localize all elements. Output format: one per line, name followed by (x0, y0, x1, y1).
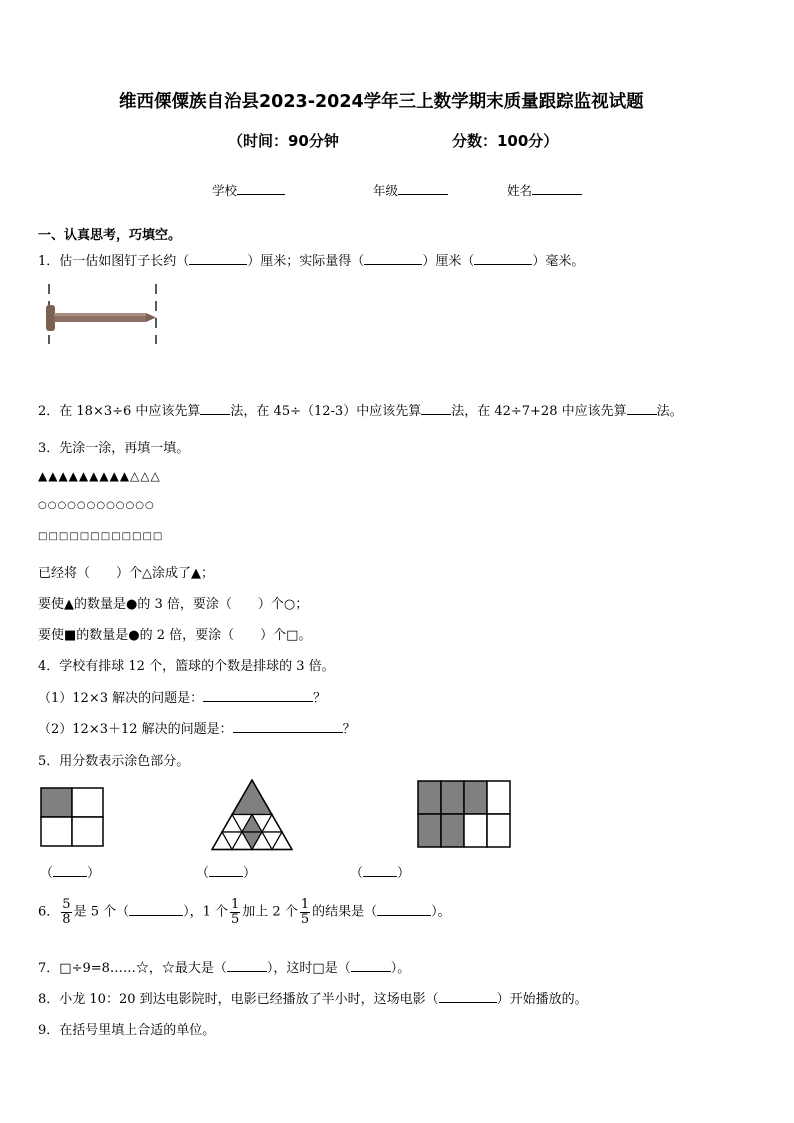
q5-blank-1[interactable] (53, 865, 87, 877)
q3-line-2 (38, 593, 308, 612)
shaded-cell (41, 788, 72, 817)
q5-number: 5． (38, 754, 60, 769)
q5-text: 用分数表示涂色部分。 (59, 754, 190, 769)
q4-sub-1 (38, 687, 326, 706)
fraction-5-8 (61, 898, 71, 926)
q6-blank-2[interactable] (377, 904, 431, 916)
fraction-1-5-b (300, 898, 310, 926)
q8-text-a: 小龙 10：20 到达电影院时，电影已经播放了半小时，这场电影（ (59, 992, 439, 1007)
q1-text-b: ）厘米；实际量得（ (247, 254, 365, 269)
grade-label: 年级 (373, 183, 399, 198)
name-label: 姓名 (507, 183, 533, 198)
fraction-1-5-a (230, 898, 240, 926)
q6-text-b: ），1 个 (183, 904, 229, 920)
school-label: 学校 (212, 183, 238, 198)
q8-number: 8． (38, 992, 60, 1007)
school-field (212, 181, 285, 199)
q9-number: 9． (38, 1023, 60, 1038)
q3-line1-b: ）个△涂成了▲； (116, 566, 215, 581)
question-7 (38, 957, 410, 976)
q4-number: 4． (38, 659, 60, 674)
q6-text-c: 加上 2 个 (242, 904, 298, 920)
q4-blank-2[interactable] (233, 721, 343, 733)
school-blank[interactable] (237, 183, 285, 195)
q5-blank-3[interactable] (363, 865, 397, 877)
q3-line1-a: 已经将（ (38, 566, 91, 581)
q1-blank-3[interactable] (474, 253, 532, 265)
frac2-numerator: 1 (231, 897, 240, 912)
question-3 (38, 437, 189, 456)
q4-qmark-1: ？ (313, 691, 327, 706)
frac1-numerator: 5 (62, 897, 71, 912)
question-2 (38, 400, 683, 419)
q6-text-a: 是 5 个（ (73, 904, 130, 920)
q8-blank-1[interactable] (439, 991, 497, 1003)
q6-number: 6． (38, 904, 60, 920)
q9-text: 在括号里填上合适的单位。 (59, 1023, 216, 1038)
question-1 (38, 250, 584, 269)
q5-answer-1 (40, 862, 100, 881)
q2-number: 2． (38, 404, 60, 419)
q7-number: 7． (38, 961, 60, 976)
q2-blank-3[interactable] (627, 403, 657, 415)
q3-line2-a: 要使▲的数量是●的 3 倍，要涂（ (38, 597, 232, 612)
q6-text-e: ）。 (431, 904, 451, 920)
grade-field (373, 181, 448, 199)
q1-blank-2[interactable] (364, 253, 422, 265)
q1-text-a: 估一估如图钉子长约（ (59, 254, 190, 269)
name-field (507, 181, 582, 199)
q1-text-d: ）毫米。 (532, 254, 585, 269)
question-8 (38, 988, 588, 1007)
q4-blank-1[interactable] (203, 690, 313, 702)
nail-figure (40, 280, 165, 350)
q5-blank-2[interactable] (209, 865, 243, 877)
q5-paren-close-1: ） (87, 866, 101, 881)
q7-text-a: □÷9=8……☆，☆最大是（ (59, 961, 227, 976)
q2-text-b: 法，在 45÷（12-3）中应该先算 (230, 404, 422, 419)
exam-time: （时间：90分钟 (228, 132, 339, 150)
frac3-denominator: 5 (300, 911, 310, 927)
question-6 (38, 898, 451, 926)
section-heading: 一、认真思考，巧填空。 (38, 228, 182, 243)
q6-text-d: 的结果是（ (312, 904, 378, 920)
q2-text-a: 在 18×3÷6 中应该先算 (59, 404, 201, 419)
q3-line2-b: ）个○； (257, 597, 309, 612)
fraction-figure-rectangle (417, 780, 513, 850)
q2-text-d: 法。 (656, 404, 683, 419)
q6-blank-1[interactable] (129, 904, 183, 916)
q7-blank-2[interactable] (351, 960, 391, 972)
q3-number: 3． (38, 441, 60, 456)
q5-paren-open-2: （ (196, 866, 210, 881)
q7-text-c: ）。 (390, 961, 411, 976)
q3-line3-b: ）个□。 (260, 628, 312, 643)
q3-line3-a: 要使■的数量是●的 2 倍，要涂（ (38, 628, 235, 643)
q5-paren-open-3: （ (350, 866, 364, 881)
q2-blank-1[interactable] (200, 403, 230, 415)
exam-score: 分数：100分） (452, 132, 559, 150)
q4-sub2-text: （2）12×3＋12 解决的问题是： (38, 722, 233, 737)
grade-blank[interactable] (398, 183, 448, 195)
fraction-figure-triangle (211, 779, 293, 851)
q1-blank-1[interactable] (189, 253, 247, 265)
q4-text: 学校有排球 12 个，篮球的个数是排球的 3 倍。 (59, 659, 335, 674)
nail-icon (46, 305, 156, 331)
q1-number: 1． (38, 254, 60, 269)
square-row: □□□□□□□□□□□□ (38, 531, 164, 542)
q2-text-c: 法，在 42÷7+28 中应该先算 (451, 404, 627, 419)
fraction-figure-square (40, 787, 106, 849)
q5-paren-close-3: ） (397, 866, 411, 881)
q5-paren-close-2: ） (243, 866, 257, 881)
q5-answer-3 (350, 862, 410, 881)
question-4 (38, 655, 335, 674)
q8-text-b: ）开始播放的。 (496, 992, 588, 1007)
q1-text-c: ）厘米（ (422, 254, 475, 269)
question-9 (38, 1019, 215, 1038)
q5-paren-open-1: （ (40, 866, 54, 881)
q4-sub1-text: （1）12×3 解决的问题是： (38, 691, 204, 706)
frac3-numerator: 1 (300, 897, 310, 912)
q3-line-3 (38, 624, 311, 643)
triangle-row: ▲▲▲▲▲▲▲▲▲△△△ (38, 469, 161, 483)
frac1-denominator: 8 (62, 911, 71, 927)
name-blank[interactable] (532, 183, 582, 195)
question-5 (38, 750, 189, 769)
frac2-denominator: 5 (231, 911, 240, 927)
q7-blank-1[interactable] (227, 960, 267, 972)
q5-answer-2 (196, 862, 256, 881)
q3-text: 先涂一涂，再填一填。 (59, 441, 190, 456)
q4-qmark-2: ？ (342, 722, 356, 737)
q3-line-1 (38, 562, 214, 581)
q4-sub-2 (38, 718, 356, 737)
page-title: 维西傈僳族自治县2023-2024学年三上数学期末质量跟踪监视试题 (119, 92, 644, 112)
circle-row: ○○○○○○○○○○○○ (38, 500, 155, 511)
q7-text-b: ），这时□是（ (266, 961, 351, 976)
q2-blank-2[interactable] (421, 403, 451, 415)
